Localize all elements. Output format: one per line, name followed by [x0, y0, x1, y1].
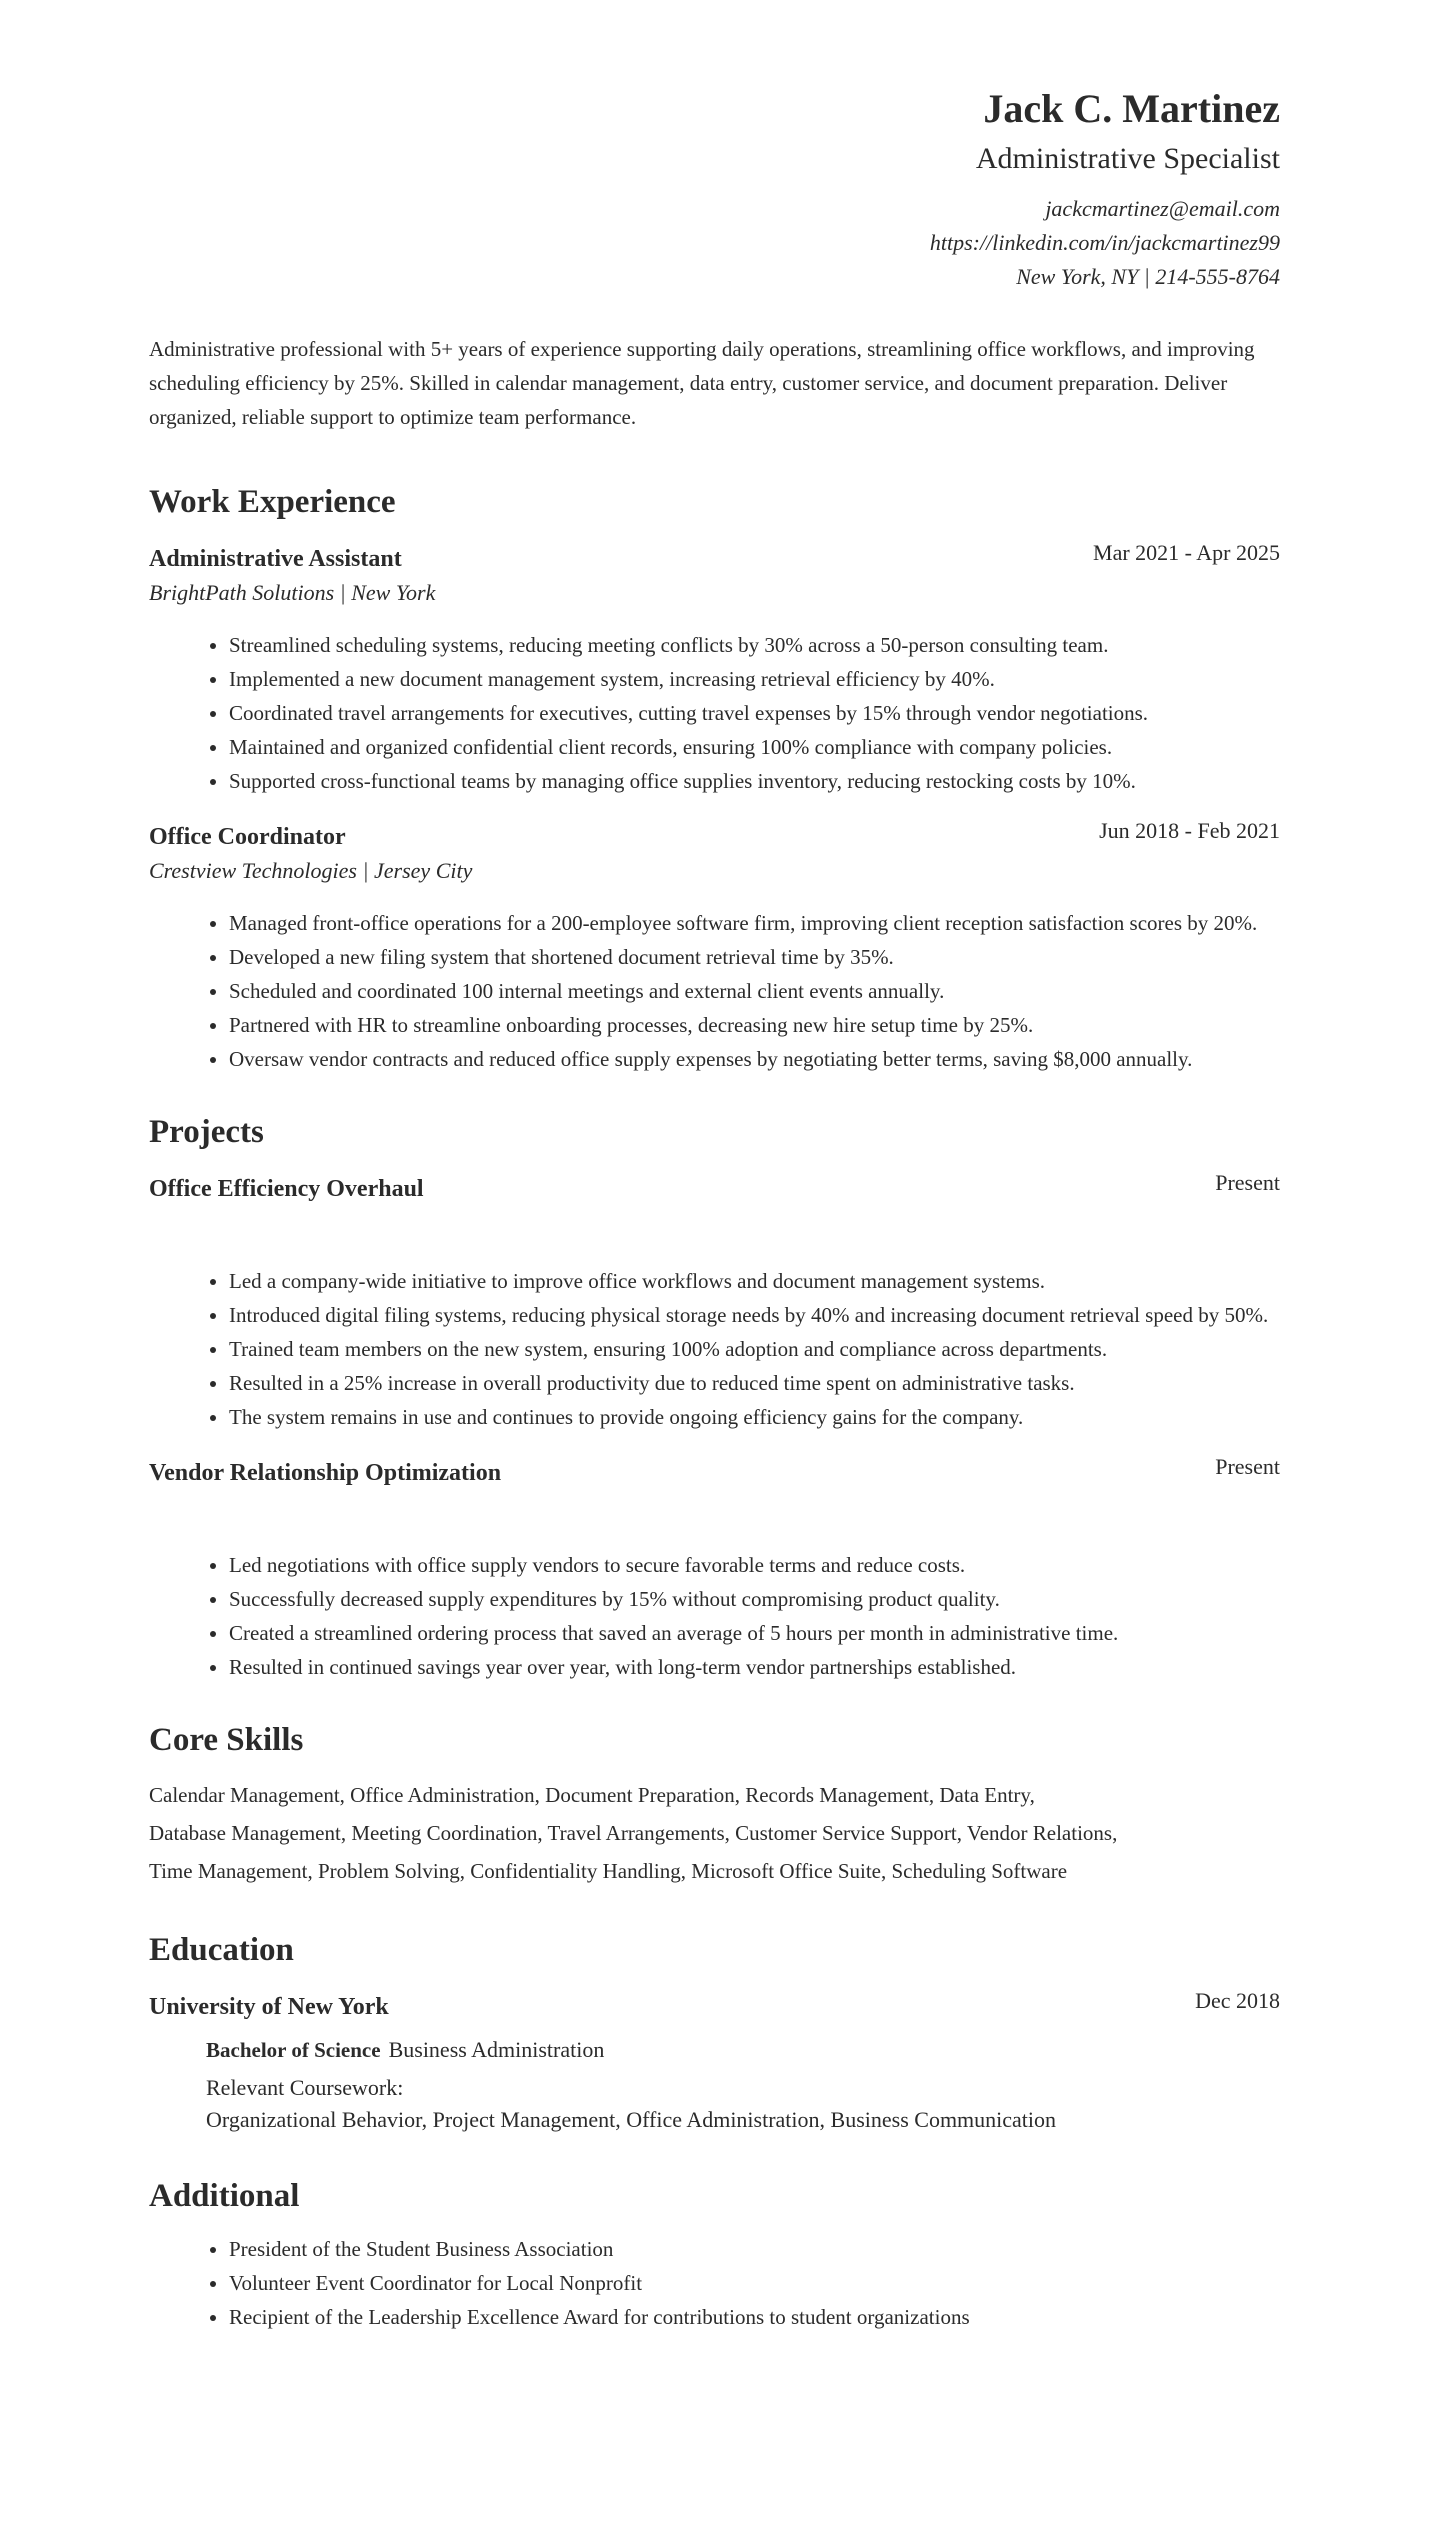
list-item: • Trained team members on the new system, ensuring 100% adoption and compliance across departments.	[229, 1332, 1280, 1366]
project-bullets	[149, 1548, 1280, 1684]
job-bullets	[149, 906, 1280, 1076]
contact-linkedin: https://linkedin.com/in/jackcmartinez99	[929, 230, 1280, 255]
education-date: Dec 2018	[1195, 1988, 1280, 2013]
contact-block	[149, 192, 1280, 294]
list-item: • Oversaw vendor contracts and reduced office supply expenses by negotiating better terms, saving $8,000 annually.	[229, 1042, 1280, 1076]
project-entry	[149, 1456, 1280, 1684]
section-heading-skills: Core Skills	[149, 1722, 304, 1758]
project-entry	[149, 1172, 1280, 1434]
education-entry	[149, 1990, 1280, 2136]
candidate-title: Administrative Specialist	[975, 142, 1280, 175]
skills-line: Database Management, Meeting Coordination, Travel Arrangements, Customer Service Support, Vendor Relations,	[149, 1821, 1118, 1845]
list-item: • Maintained and organized confidential client records, ensuring 100% compliance with company policies.	[229, 730, 1280, 764]
project-title: Office Efficiency Overhaul	[149, 1176, 424, 1202]
section-heading-projects: Projects	[149, 1114, 264, 1150]
skills-list	[149, 1776, 1280, 1890]
job-company: Crestview Technologies | Jersey City	[149, 858, 473, 883]
project-title: Vendor Relationship Optimization	[149, 1460, 502, 1486]
degree-line	[206, 2034, 1280, 2066]
project-bullets	[149, 1264, 1280, 1434]
degree-field: Business Administration	[388, 2037, 605, 2062]
job-title: Administrative Assistant	[149, 546, 402, 572]
job-entry	[149, 542, 1280, 798]
list-item: • Created a streamlined ordering process that saved an average of 5 hours per month in administrative time.	[229, 1616, 1280, 1650]
additional-bullets	[149, 2232, 1280, 2334]
list-item: • Partnered with HR to streamline onboarding processes, decreasing new hire setup time by 25%.	[229, 1008, 1280, 1042]
list-item: • Streamlined scheduling systems, reducing meeting conflicts by 30% across a 50-person consulting team.	[229, 628, 1280, 662]
job-entry	[149, 820, 1280, 1076]
skills-line: Calendar Management, Office Administration, Document Preparation, Records Management, Data Entry,	[149, 1783, 1035, 1807]
contact-email: jackcmartinez@email.com	[1045, 196, 1280, 221]
list-item: • Implemented a new document management system, increasing retrieval efficiency by 40%.	[229, 662, 1280, 696]
job-date: Jun 2018 - Feb 2021	[1099, 818, 1280, 843]
job-title: Office Coordinator	[149, 824, 346, 850]
list-item: • Volunteer Event Coordinator for Local Nonprofit	[229, 2266, 1280, 2300]
degree-name: Bachelor of Science	[206, 2038, 381, 2062]
section-heading-work: Work Experience	[149, 484, 396, 520]
coursework-label: Relevant Coursework:	[206, 2075, 404, 2100]
school-name: University of New York	[149, 1994, 389, 2020]
list-item: • Introduced digital filing systems, reducing physical storage needs by 40% and increasing document retrieval speed by 50%.	[229, 1298, 1280, 1332]
project-date: Present	[1215, 1454, 1280, 1479]
professional-summary: Administrative professional with 5+ years of experience supporting daily operations, streamlining office workflows, and improving scheduling efficiency by 25%. Skilled in calendar management, data entry, customer service, and document preparation. Deliver organized, reliable support to optimize team performance.	[149, 337, 1255, 429]
list-item: • Led a company-wide initiative to improve office workflows and document management systems.	[229, 1264, 1280, 1298]
list-item: • Coordinated travel arrangements for executives, cutting travel expenses by 15% through vendor negotiations.	[229, 696, 1280, 730]
list-item: • Scheduled and coordinated 100 internal meetings and external client events annually.	[229, 974, 1280, 1008]
job-date: Mar 2021 - Apr 2025	[1093, 540, 1280, 565]
education-detail	[206, 2034, 1280, 2136]
list-item: • The system remains in use and continues to provide ongoing efficiency gains for the company.	[229, 1400, 1280, 1434]
list-item: • Recipient of the Leadership Excellence Award for contributions to student organizations	[229, 2300, 1280, 2334]
contact-location-phone: New York, NY | 214-555-8764	[1016, 264, 1280, 289]
list-item: • Resulted in a 25% increase in overall productivity due to reduced time spent on administrative tasks.	[229, 1366, 1280, 1400]
list-item: • Resulted in continued savings year over year, with long-term vendor partnerships established.	[229, 1650, 1280, 1684]
list-item: • Supported cross-functional teams by managing office supplies inventory, reducing restocking costs by 10%.	[229, 764, 1280, 798]
resume-header	[149, 80, 1280, 294]
job-bullets	[149, 628, 1280, 798]
section-heading-education: Education	[149, 1932, 294, 1968]
list-item: • Successfully decreased supply expenditures by 15% without compromising product quality.	[229, 1582, 1280, 1616]
candidate-name: Jack C. Martinez	[983, 86, 1280, 131]
list-item: • Developed a new filing system that shortened document retrieval time by 35%.	[229, 940, 1280, 974]
project-date: Present	[1215, 1170, 1280, 1195]
list-item: • Managed front-office operations for a 200-employee software firm, improving client reception satisfaction scores by 20%.	[229, 906, 1280, 940]
list-item: • Led negotiations with office supply vendors to secure favorable terms and reduce costs.	[229, 1548, 1280, 1582]
job-company: BrightPath Solutions | New York	[149, 580, 436, 605]
skills-line: Time Management, Problem Solving, Confidentiality Handling, Microsoft Office Suite, Scheduling Software	[149, 1859, 1068, 1883]
coursework-list: Organizational Behavior, Project Management, Office Administration, Business Communication	[206, 2107, 1057, 2132]
list-item: • President of the Student Business Association	[229, 2232, 1280, 2266]
section-heading-additional: Additional	[149, 2178, 300, 2214]
